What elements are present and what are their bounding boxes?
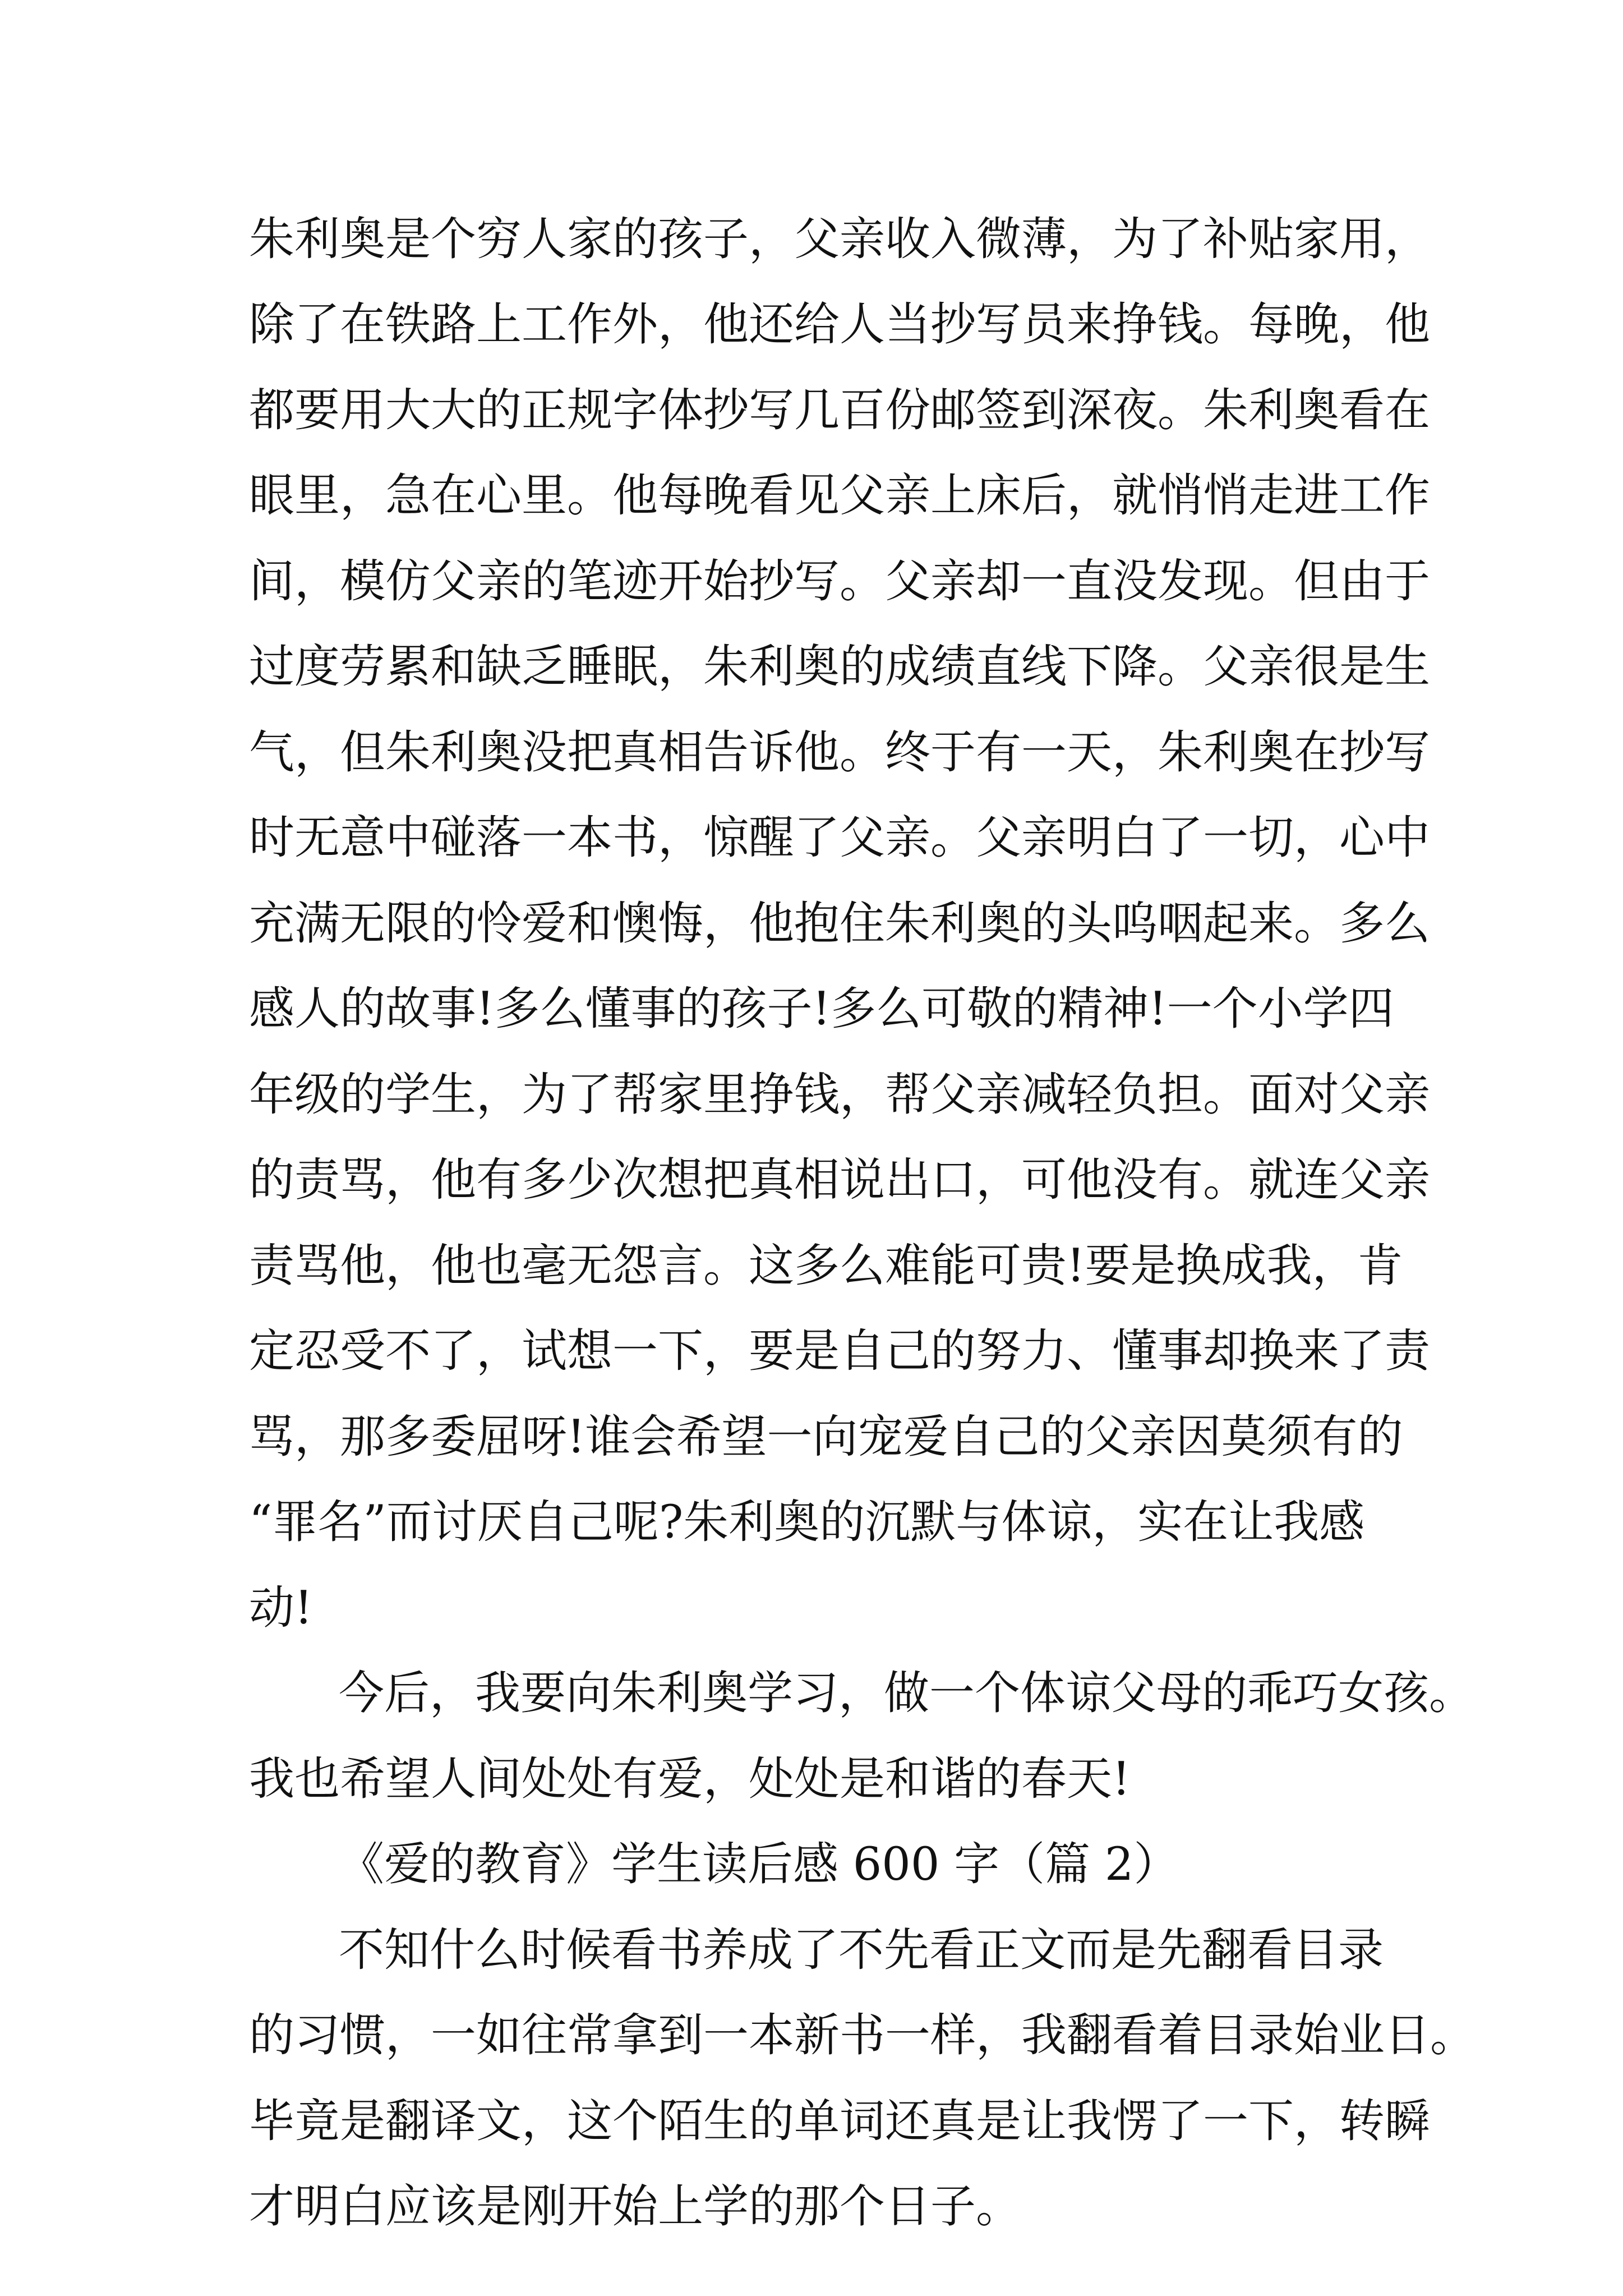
text-line: 的习惯，一如往常拿到一本新书一样，我翻看着目录始业日。 (249, 2009, 1476, 2062)
text-line: 除了在铁路上工作外，他还给人当抄写员来挣钱。每晚，他 (249, 298, 1431, 351)
text-line: 才明白应该是刚开始上学的那个日子。 (249, 2180, 1022, 2233)
text-line: 责骂他，他也毫无怨言。这多么难能可贵!要是换成我，肯 (249, 1240, 1403, 1292)
text-line: 感人的故事!多么懂事的孩子!多么可敬的精神!一个小学四 (249, 983, 1394, 1036)
text-line: 年级的学生，为了帮家里挣钱，帮父亲减轻负担。面对父亲 (249, 1069, 1431, 1121)
text-line: 骂，那多委屈呀!谁会希望一向宠爱自己的父亲因莫须有的 (249, 1411, 1403, 1464)
text-line: 不知什么时候看书养成了不先看正文而是先翻看目录 (339, 1924, 1384, 1977)
text-line: 定忍受不了，试想一下，要是自己的努力、懂事却换来了责 (249, 1325, 1431, 1378)
text-line: 时无意中碰落一本书，惊醒了父亲。父亲明白了一切，心中 (249, 812, 1431, 864)
section-heading: 《爱的教育》学生读后感 600 字（篇 2） (339, 1838, 1179, 1891)
text-line: 动! (249, 1582, 313, 1635)
text-line: 间，模仿父亲的笔迹开始抄写。父亲却一直没发现。但由于 (249, 555, 1431, 608)
text-line: 气，但朱利奥没把真相告诉他。终于有一天，朱利奥在抄写 (249, 726, 1431, 779)
text-line: 毕竟是翻译文，这个陌生的单词还真是让我愣了一下，转瞬 (249, 2095, 1431, 2148)
text-line: 朱利奥是个穷人家的孩子，父亲收入微薄，为了补贴家用， (249, 213, 1431, 266)
text-line: 我也希望人间处处有爱，处处是和谐的春天! (249, 1753, 1131, 1806)
text-line: 的责骂，他有多少次想把真相说出口，可他没有。就连父亲 (249, 1154, 1431, 1207)
text-line: 眼里，急在心里。他每晚看见父亲上床后，就悄悄走进工作 (249, 470, 1431, 522)
text-line: 都要用大大的正规字体抄写几百份邮签到深夜。朱利奥看在 (249, 384, 1431, 437)
text-line: 今后，我要向朱利奥学习，做一个体谅父母的乖巧女孩。 (339, 1667, 1475, 1720)
text-line: “罪名”而讨厌自己呢?朱利奥的沉默与体谅，实在让我感 (249, 1496, 1365, 1549)
text-line: 过度劳累和缺乏睡眠，朱利奥的成绩直线下降。父亲很是生 (249, 641, 1431, 693)
text-line: 充满无限的怜爱和懊悔，他抱住朱利奥的头呜咽起来。多么 (249, 898, 1431, 950)
